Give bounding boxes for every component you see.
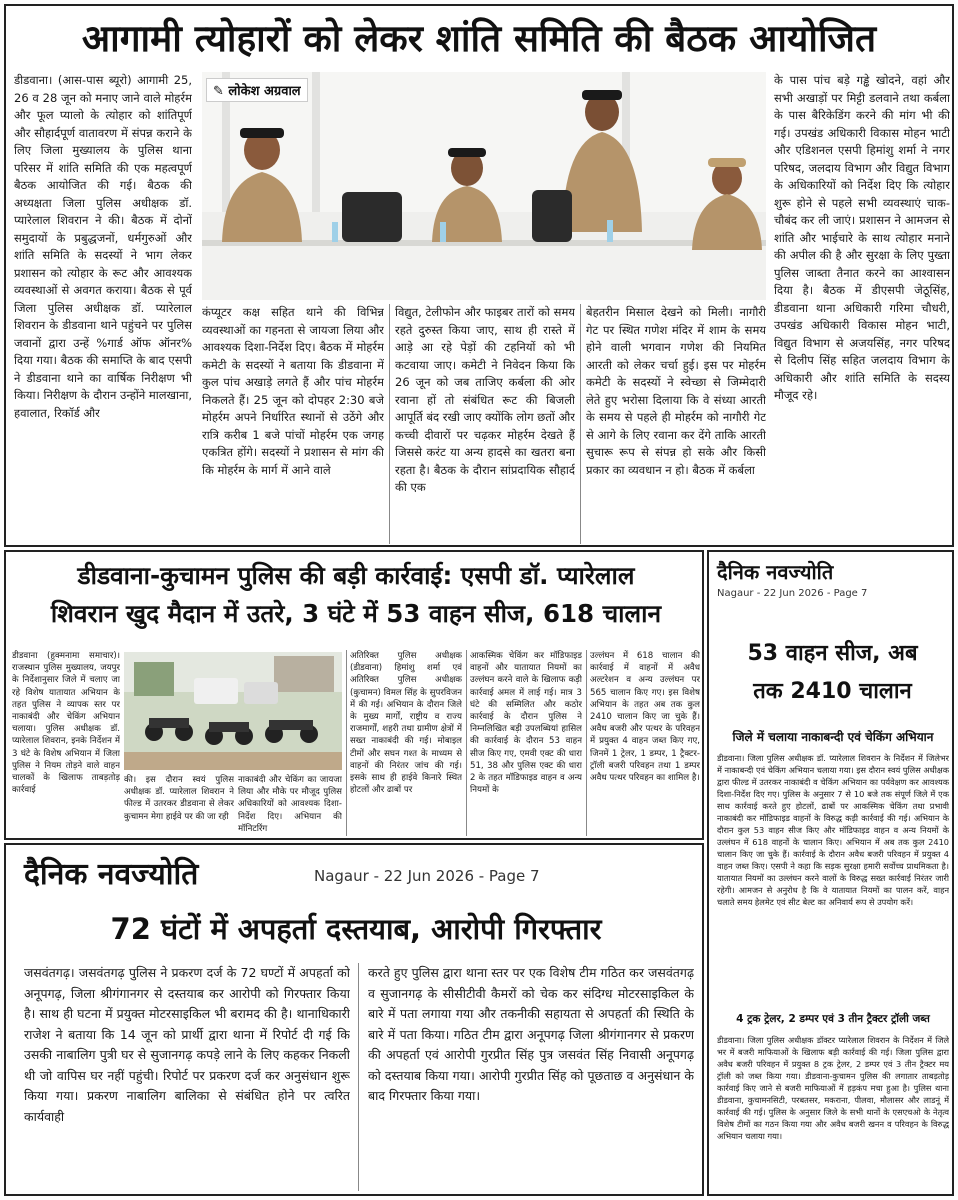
article-headline: आगामी त्योहारों को लेकर शांति समिति की बैठक आयोजित	[81, 17, 877, 60]
article-column-1b: की। इस दौरान स्वयं पुलिस अधीक्षक डॉ. प्यारेलाल शिवरान ने फील्ड में उतरकर डीडवाना से लेकर कुचामन मेगा हाईवे पर की जा रही	[124, 775, 234, 822]
article-subhead: जिले में चलाया नाकाबन्दी एवं चेकिंग अभियान	[732, 730, 934, 744]
article-column-2: कंप्यूटर कक्ष सहित थाने की विभिन्न व्यवस्थाओं का गहनता से जायजा लिया और आवश्यक दिशा-निर्देश दिए। बैठक में मोहर्रम कमेटी के सदस्यों ने बताया कि डीडवाना में कुल पांच अखाड़े लगते हैं और पांच मोहर्रम निकलते हैं। 25 जून को दोपहर 2:30 बजे मोहर्रम अपने निर्धारित स्थानों से उठेंगे और रात्रि करीब 1 बजे पांचों मोहर्रम एक जगह एकत्रित होंगे। सदस्यों ने प्रशासन से मांग की कि मोहर्रम के मार्ग में आने वाले	[202, 305, 384, 477]
article-column-5: के पास पांच बड़े गड्ढे खोदने, वहां और सभी अखाड़ों पर मिट्टी डलवाने तथा कर्बला के पास बैरिकेडिंग करने की मांग भी की गई। उपखंड अधिकारी विकास मोहन भाटी और एडिशनल एसपी हिमांशु शर्मा ने नगर परिषद, जलदाय विभाग और विद्युत विभाग के अधिकारियों को निर्देश दिए कि त्योहार शुरू होने से पहले सभी व्यवस्थाएं चाक-चौबंद कर ली जाएं। प्रशासन ने आमजन से शांति और भाईचारे के साथ त्योहार मनाने की अपील की है और सुरक्षा के लिए पुख्ता पुलिस जाब्ता तैनात करने का आश्वासन दिया है। बैठक में डीएसपी जेठूसिंह, डीडवाना थाना अधिकारी गरिमा चौधरी, उपखंड अधिकारी विकास मोहन भाटी, विद्युत विभाग से अजयसिंह, नगर परिषद से दिलीप सिंह सहित जलदाय विभाग के अधिकारी और शांति समिति के सदस्य मौजूद रहे।	[774, 73, 950, 402]
article-column-3: अतिरिक्त पुलिस अधीक्षक (डीडवाना) हिमांशु शर्मा एवं अतिरिक्त पुलिस अधीक्षक (कुचामन) विमल सिंह के सुपरविजन में की गई। अभियान के दौरान जिले के मुख्य मार्गों, राष्ट्रीय व राज्य राजमार्गों, शहरी तथा ग्रामीण क्षेत्रों में सख्त नाकाबंदी की गई। मोबाइल टीमों और सघन गश्त के माध्यम से वाहनों की निरंतर जांच की गई। इसके साथ ही हाईवे किनारे स्थित होटलों और ढाबों पर	[350, 651, 462, 796]
article-paragraph-2: डीडवाना। जिला पुलिस अधीक्षक डॉक्टर प्यारेलाल शिवरान के निर्देशन में जिले भर में बजरी माफियाओं के खिलाफ बड़ी कार्रवाई की गई। जिला पुलिस द्वारा अवैध बजरी परिवहन में प्रयुक्त 8 ट्रक ट्रेलर, 2 डम्पर एवं 3 तीन ट्रैक्टर मय ट्रॉली को जब्त किया गया। डीडवाना-कुचामन पुलिस की लगातार ताबड़तोड़ कार्रवाई किए जाने से बजरी माफियाओं में हड़कंप मचा हुआ है। पुलिस थाना डीडवाना, कुचामनसिटी, परबतसर, मकराना, पीलवा, मौलासर और लाडनूं में कार्रवाई की गई। पुलिस के अनुसार जिले के सभी थानों के एसएचओ के नेतृत्व विशेष टीमों का गठन किया गया और अवैध बजरी खनन व परिवहन के विरुद्ध अभियान चलाया गया।	[717, 1035, 949, 1141]
article-headline-line2: तक 2410 चालान	[753, 679, 912, 704]
article-column-1: डीडवाना (हुक्मनामा समाचार)। राजस्थान पुलिस मुख्यालय, जयपुर के निर्देशानुसार जिले में चलाए जा रहे विशेष यातायात अभियान के तहत पुलिस ने व्यापक स्तर पर नाकाबंदी और चेकिंग अभियान चलाया। पुलिस अधीक्षक डॉ. प्यारेलाल शिवरान, इनके निर्देशन में 3 घंटे के विशेष अभियान में जिला पुलिस ने नियम तोड़ने वाले वाहन चालकों के खिलाफ ताबड़तोड़ कार्रवाई	[12, 651, 120, 796]
article-kidnap-recovered	[4, 843, 704, 1196]
article-column-4: बेहतरीन मिसाल देखने को मिली। नागौरी गेट पर स्थित गणेश मंदिर में शाम के समय होने वाली भगवान गणेश की नियमित आरती को लेकर चर्चा हुई। इस पर मोहर्रम कमेटी के सदस्यों ने स्वेच्छा से जिम्मेदारी लेते हुए भरोसा दिलाया कि वे संध्या आरती के समय से पहले ही मोहर्रम को नागौरी गेट से आगे के लिए रवाना कर देंगे ताकि आरती सुचारू रूप से संपन्न हो सके और किसी प्रकार का व्यवधान न हो। बैठक में कर्बला	[586, 305, 766, 477]
seized-vehicles-illustration	[124, 652, 342, 770]
article-column-2: करते हुए पुलिस द्वारा थाना स्तर पर एक विशेष टीम गठित कर जसवंतगढ़ व सुजानगढ़ के सीसीटीवी कैमरों को चेक कर संदिग्ध मोटरसाइकिल के बारे में पता लगाया गया और तकनीकी सहायता से अपहर्ता की स्थिति के बारे में पता किया। गठित टीम द्वारा अनूपगढ़ जिला श्रीगंगानगर से प्रकरण की अपहर्ता एवं आरोपी गुरप्रीत सिंह पुत्र जसवंत सिंह निवासी अनूपगढ़ को दस्तयाब किया गया। आरोपी गुरप्रीत सिंह को पूछताछ व अनुसंधान के बाद गिरफ्तार किया गया।	[368, 965, 694, 1103]
article-column-3: विद्युत, टेलीफोन और फाइबर तारों को समय रहते दुरुस्त किया जाए, साथ ही रास्ते में आड़े आ रहे पेड़ों की टहनियों को भी कटवाया जाए। कमेटी ने निवेदन किया कि 26 जून को जब ताजिए कर्बला की ओर रवाना हों तो संबंधित रूट की बिजली आपूर्ति बंद रखी जाए क्योंकि लोग छतों और कच्ची दीवारों पर चढ़कर मोहर्रम देखते हैं जिससे करंट या अन्य हादसे का खतरा बना रहता है। बैठक के दौरान सांप्रदायिक सौहार्द की एक	[395, 305, 575, 494]
police-officers-meeting-illustration	[202, 72, 766, 300]
article-traffic-drive	[4, 550, 704, 840]
meeting-photo	[202, 72, 766, 300]
byline	[206, 78, 308, 102]
edition-info: Nagaur - 22 Jun 2026 - Page 7	[717, 588, 868, 599]
edition-info: Nagaur - 22 Jun 2026 - Page 7	[314, 867, 540, 885]
byline-name: लोकेश अग्रवाल	[228, 84, 301, 99]
article-column-5: उल्लंघन में 618 चालान की कार्रवाई में वाहनों में अवैध अल्टरेशन व अन्य उल्लंघन पर 565 चालान किए गए। इस विशेष अभियान के तहत अब तक कुल 2410 चालान किए जा चुके हैं। अवैध बजरी और पत्थर के परिवहन में प्रयुक्त 4 वाहन जब्त किए गए, जिनमें 1 ट्रेलर, 1 डम्पर, 1 ट्रैक्टर-ट्रॉली बजरी परिवहन तथा 1 डम्पर अवैध पत्थर परिवहन का शामिल है।	[590, 651, 700, 784]
article-subhead-2: 4 ट्रक ट्रेलर, 2 डम्पर एवं 3 तीन ट्रैक्टर ट्रॉली जब्त	[736, 1013, 930, 1025]
newspaper-masthead: दैनिक नवज्योति	[24, 857, 199, 892]
article-headline-line1: 53 वाहन सीज, अब	[747, 641, 918, 666]
seized-vehicles-photo	[124, 652, 342, 770]
article-column-4: आकस्मिक चेकिंग कर मॉडिफाइड वाहनों और यातायात नियमों का उल्लंघन करने वाले के खिलाफ कड़ी कार्रवाई अमल में लाई गई। मात्र 3 घंटे की सम्मिलित और कठोर कार्रवाई के दौरान पुलिस ने निम्नलिखित बड़ी उपलब्धियां हासिल की कार्रवाई के दौरान 53 वाहन सीज किए गए, एमवी एक्ट की धारा 51, 38 और पुलिस एक्ट की धारा 2 के तहत मॉडिफाइड वाहन व अन्य नियमों के	[470, 651, 582, 796]
pen-icon: ✎	[213, 84, 229, 99]
newspaper-masthead: दैनिक नवज्योति	[717, 560, 834, 584]
article-column-2: नाकाबंदी और चेकिंग का जायजा लिया और मौके पर मौजूद पुलिस अधिकारियों को आवश्यक दिशा-निर्देश दिए। अभियान की मॉनिटरिंग	[238, 775, 342, 834]
article-peace-committee	[4, 4, 954, 547]
article-headline: 72 घंटों में अपहर्ता दस्तयाब, आरोपी गिरफ्तार	[110, 912, 602, 946]
article-headline-line1: डीडवाना-कुचामन पुलिस की बड़ी कार्रवाई: एसपी डॉ. प्यारेलाल	[77, 561, 635, 590]
article-vehicles-seized	[707, 550, 954, 1196]
article-headline-line2: शिवरान खुद मैदान में उतरे, 3 घंटे में 53 वाहन सीज, 618 चालान	[50, 599, 662, 628]
article-column-1: डीडवाना। (आस-पास ब्यूरो) आगामी 25, 26 व 28 जून को मनाए जाने वाले मोहर्रम और फूल प्यालो के त्योहार को शांतिपूर्ण और सौहार्दपूर्ण वातावरण में संपन्न कराने के लिए जिला मुख्यालय के पुलिस थाना परिसर में शांति समिति की एक महत्वपूर्ण बैठक आयोजित की गई। बैठक की अध्यक्षता जिला पुलिस अधीक्षक डॉ. प्यारेलाल शिवरान ने की। बैठक में दोनों समुदायों के प्रबुद्धजनों, धर्मगुरुओं और शांति समिति के सदस्यों ने भाग लेकर प्रशासन को त्योहार के रूट और आवश्यक व्यवस्थाओं से अवगत कराया। बैठक से पूर्व जिला पुलिस अधीक्षक डॉ. प्यारेलाल शिवरान के डीडवाना थाने पहुंचने पर पुलिस जवानों द्वारा उन्हें %गार्ड ऑफ ऑनर% दिया गया। बैठक की समाप्ति के बाद एसपी ने डीडवाना थाने का वार्षिक निरीक्षण भी किया। निरीक्षण के दौरान उन्होंने मालखाना, हवालात, रिकॉर्ड और	[14, 73, 192, 420]
article-paragraph-1: डीडवाना। जिला पुलिस अधीक्षक डॉ. प्यारेलाल शिवरान के निर्देशन में जिलेभर में नाकाबन्दी एवं चेकिंग अभियान चलाया गया। इस दौरान स्वयं पुलिस अधीक्षक द्वारा फील्ड में उतरकर नाकाबंदी व चेकिंग अभियान का पर्यवेक्षण कर आवश्यक दिशा-निर्देश दिए गए। पुलिस के अनुसार 7 से 10 बजे तक संपूर्ण जिले में एक साथ कार्रवाई करते हुए होटलों, ढाबों पर आकस्मिक चेकिंग तथा प्रभावी नाकाबंदी कर मॉडिफाइड वाहनों के विरुद्ध कड़ी कार्रवाई की गई। अभियान के दौरान कुल 53 वाहन सीज किए और मॉडिफाइड वाहन व अन्य नियमों के उल्लंघन में 618 वाहनों के चालान किए। अभियान में अब तक कुल 2410 चालान किए जा चुके हैं। कार्रवाई के दौरान अवैध बजरी परिवहन में प्रयुक्त 4 वाहन जब्त किए। एसपी ने कहा कि सड़क सुरक्षा हमारी सर्वोच्च प्राथमिकता है। यातायात नियमों का उल्लंघन करने वालों के विरुद्ध सख्त कार्रवाई निरंतर जारी रहेगी। आमजन से अनुरोध है कि वे यातायात नियमों का पालन करें, वाहन चलाते समय हेलमेट एवं सीट बेल्ट का अनिवार्य रूप से उपयोग करें।	[717, 753, 949, 907]
article-column-1: जसवंतगढ़। जसवंतगढ़ पुलिस ने प्रकरण दर्ज के 72 घण्टों में अपहर्ता को अनूपगढ़, जिला श्रीगंगानगर से दस्तयाब कर आरोपी को गिरफ्तार किया है। साथ ही घटना में प्रयुक्त मोटरसाइकिल भी बरामद की है। थानाधिकारी राजेश ने बताया कि 14 जून को प्रार्थी द्वारा थाना में रिपोर्ट दी गई कि उसकी नाबालिग पुत्री घर से सुजानगढ़ कपड़े लाने के लिए कहकर निकली थी जो वापिस घर नहीं पहुंची। रिपोर्ट पर प्रकरण दर्ज कर अनुसंधान शुरू किया गया। प्रकरण नाबालिग बालिका से संबंधित होने पर त्वरित कार्यवाही	[24, 965, 350, 1124]
